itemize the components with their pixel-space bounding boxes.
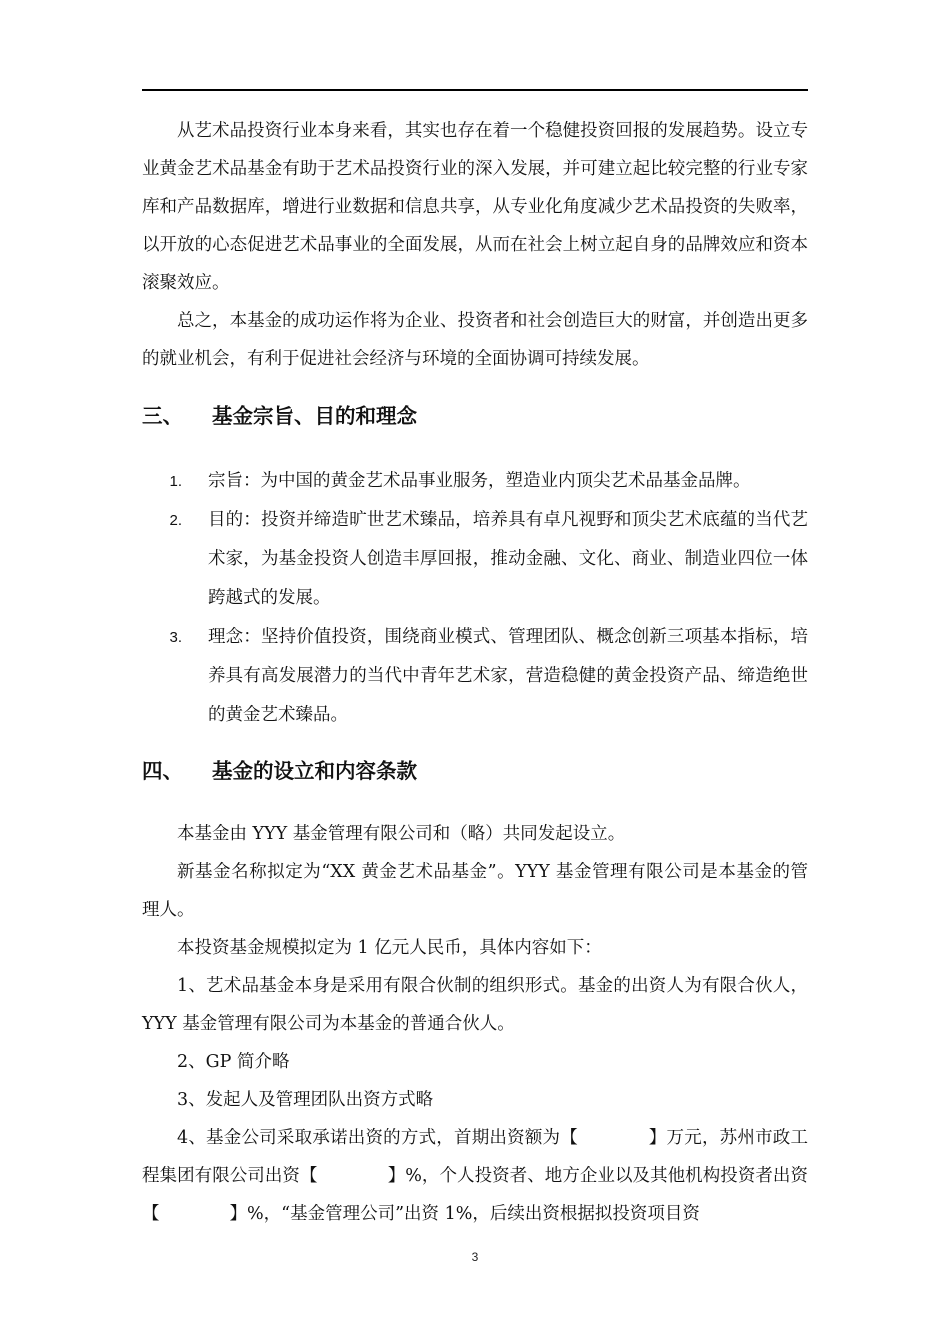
paragraph-item-1: 1、艺术品基金本身是采用有限合伙制的组织形式。基金的出资人为有限合伙人，YYY 基金管理有限公司为本基金的普通合伙人。 xyxy=(142,976,808,1034)
paragraph-founders: 本基金由 YYY 基金管理有限公司和（略）共同发起设立。 xyxy=(177,824,626,844)
list-item-text: 目的：投资并缔造旷世艺术臻品，培养具有卓凡视野和顶尖艺术底蕴的当代艺术家，为基金投资人创造丰厚回报，推动金融、文化、商业、制造业四位一体跨越式的发展。 xyxy=(208,510,808,608)
list-item-text: 宗旨：为中国的黄金艺术品事业服务，塑造业内顶尖艺术品基金品牌。 xyxy=(208,471,751,491)
section-number: 四、 xyxy=(142,759,183,783)
paragraph-fund-name: 新基金名称拟定为“XX 黄金艺术品基金”。YYY 基金管理有限公司是本基金的管理人。 xyxy=(142,862,808,920)
list-marker: 3. xyxy=(169,629,182,646)
list-item-text: 理念：坚持价值投资，围绕商业模式、管理团队、概念创新三项基本指标，培养具有高发展潜力的当代中青年艺术家，营造稳健的黄金投资产品、缔造绝世的黄金艺术臻品。 xyxy=(208,627,808,725)
paragraph-item-2: 2、GP 简介略 xyxy=(177,1052,290,1072)
section-title: 基金宗旨、目的和理念 xyxy=(212,404,417,428)
paragraph-summary: 总之，本基金的成功运作将为企业、投资者和社会创造巨大的财富，并创造出更多的就业机会，有利于促进社会经济与环境的全面协调可持续发展。 xyxy=(142,311,808,369)
list-marker: 1. xyxy=(169,473,182,490)
paragraph-item-4: 4、基金公司采取承诺出资的方式，首期出资额为【 】万元，苏州市政工程集团有限公司出资【 】%，个人投资者、地方企业以及其他机构投资者出资【 】%，“基金管理公司”出资 1%，后续出资根据拟投资项目资 xyxy=(142,1128,808,1224)
list-item xyxy=(142,501,808,618)
paragraph-industry-trend: 从艺术品投资行业本身来看，其实也存在着一个稳健投资回报的发展趋势。设立专业黄金艺术品基金有助于艺术品投资行业的深入发展，并可建立起比较完整的行业专家库和产品数据库，增进行业数据和信息共享，从专业化角度减少艺术品投资的失败率，以开放的心态促进艺术品事业的全面发展，从而在社会上树立起自身的品牌效应和资本滚聚效应。 xyxy=(142,121,808,293)
list-item xyxy=(142,462,808,501)
section-heading-3 xyxy=(142,396,808,436)
section-heading-4 xyxy=(142,751,808,791)
section-number: 三、 xyxy=(142,404,183,428)
header-rule xyxy=(142,89,808,91)
section-title: 基金的设立和内容条款 xyxy=(212,759,417,783)
page-number: 3 xyxy=(471,1250,479,1264)
section-4-body xyxy=(142,815,808,1233)
paragraph-item-3: 3、发起人及管理团队出资方式略 xyxy=(177,1090,434,1110)
list-item xyxy=(142,618,808,735)
document-page xyxy=(142,112,808,1233)
purpose-list xyxy=(142,462,808,735)
paragraph-fund-size: 本投资基金规模拟定为 1 亿元人民币，具体内容如下： xyxy=(177,938,602,958)
list-marker: 2. xyxy=(169,512,182,529)
